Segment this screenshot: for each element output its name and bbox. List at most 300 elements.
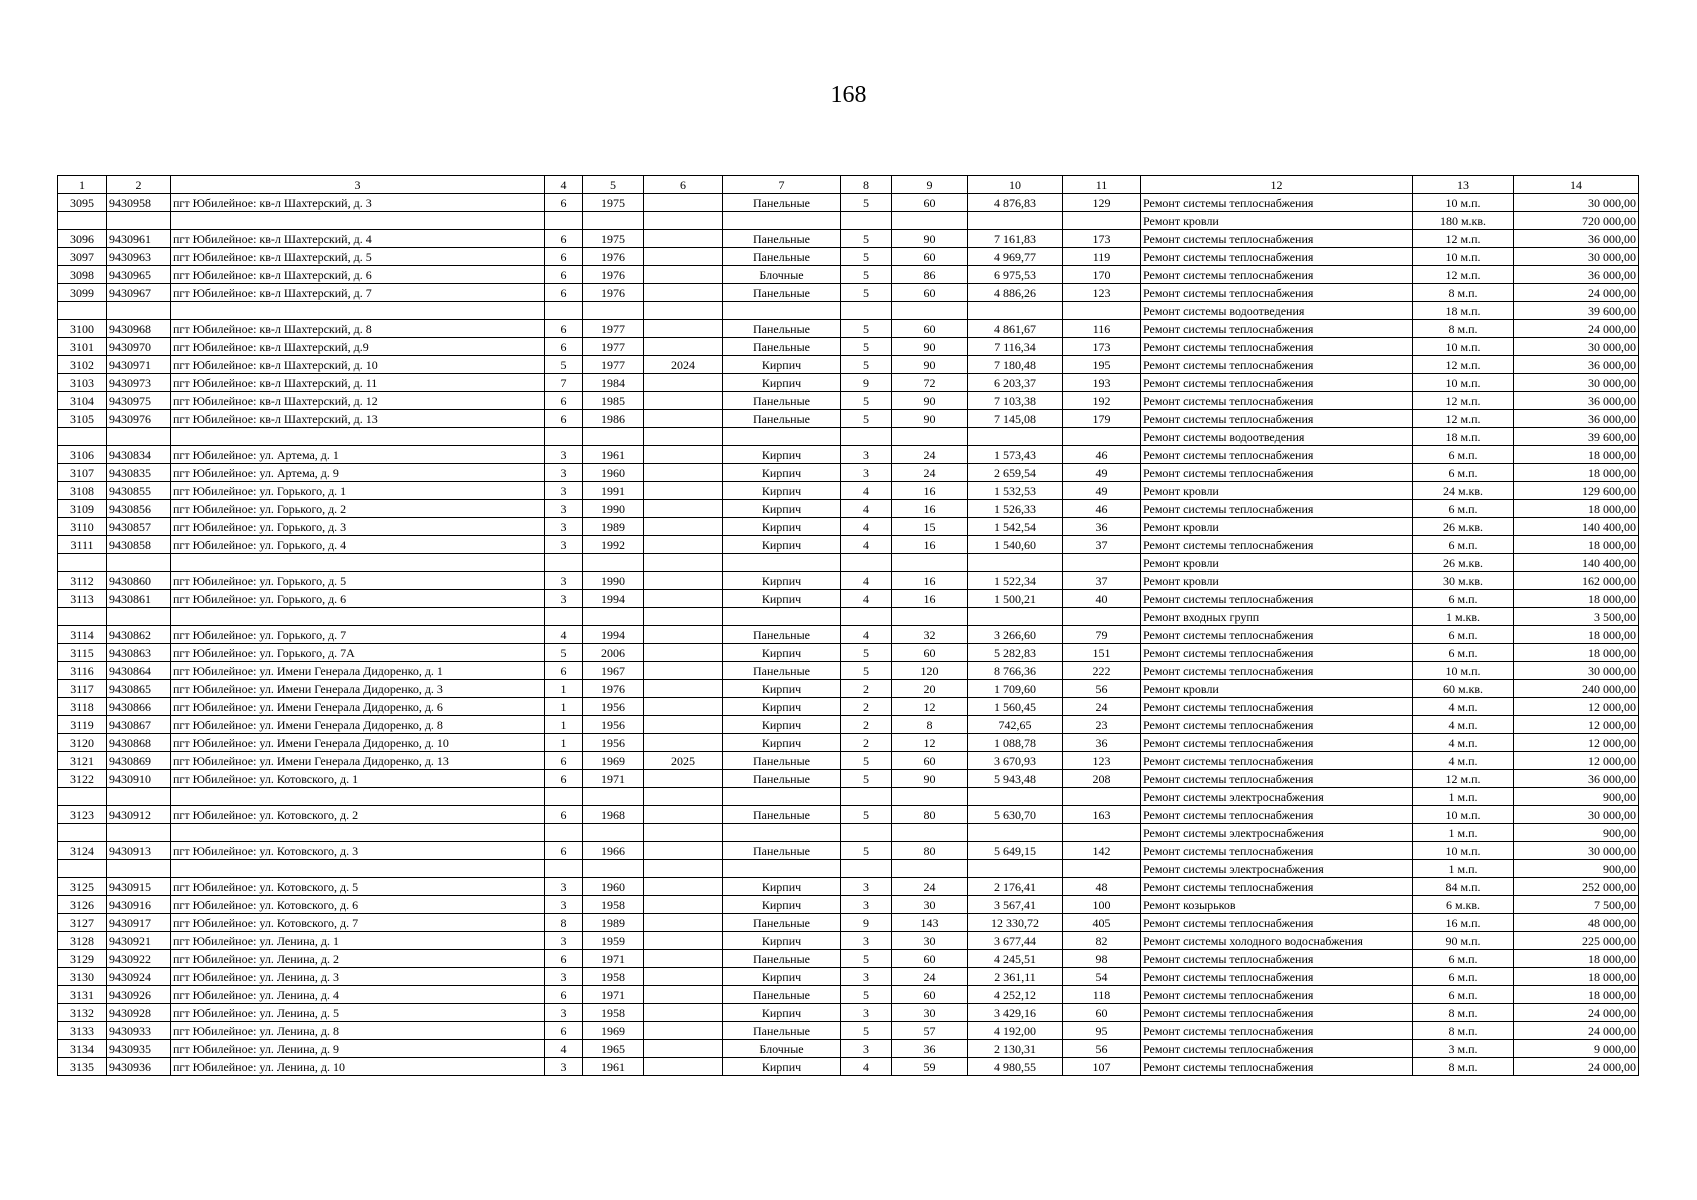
work-name-cell: Ремонт системы теплоснабжения bbox=[1141, 626, 1413, 644]
work-name-cell: Ремонт системы теплоснабжения bbox=[1141, 698, 1413, 716]
residents-cell bbox=[1063, 554, 1141, 572]
work-quantity-cell: 6 м.п. bbox=[1413, 590, 1514, 608]
area-cell: 4 980,55 bbox=[968, 1058, 1063, 1076]
col-6-cell bbox=[644, 626, 723, 644]
apartments-cell bbox=[892, 824, 968, 842]
row-number-cell: 3119 bbox=[58, 716, 107, 734]
area-cell: 1 709,60 bbox=[968, 680, 1063, 698]
work-name-cell: Ремонт системы теплоснабжения bbox=[1141, 284, 1413, 302]
table-row bbox=[58, 680, 1639, 698]
area-cell: 12 330,72 bbox=[968, 914, 1063, 932]
apartments-cell: 143 bbox=[892, 914, 968, 932]
wall-material-cell: Панельные bbox=[723, 410, 841, 428]
work-cost-cell: 18 000,00 bbox=[1514, 590, 1639, 608]
work-quantity-cell: 10 м.п. bbox=[1413, 662, 1514, 680]
work-name-cell: Ремонт системы теплоснабжения bbox=[1141, 374, 1413, 392]
col-4-cell bbox=[545, 608, 583, 626]
col-4-cell: 6 bbox=[545, 392, 583, 410]
wall-material-cell: Кирпич bbox=[723, 500, 841, 518]
address-cell: пгт Юбилейное: ул. Ленина, д. 2 bbox=[171, 950, 545, 968]
table-row bbox=[58, 410, 1639, 428]
wall-material-cell bbox=[723, 428, 841, 446]
row-number-cell: 3115 bbox=[58, 644, 107, 662]
floors-cell: 2 bbox=[841, 680, 892, 698]
table-row bbox=[58, 212, 1639, 230]
col-6-cell bbox=[644, 428, 723, 446]
work-name-cell: Ремонт системы теплоснабжения bbox=[1141, 446, 1413, 464]
residents-cell: 119 bbox=[1063, 248, 1141, 266]
build-year-cell bbox=[583, 428, 644, 446]
house-code-cell: 9430975 bbox=[107, 392, 171, 410]
house-code-cell bbox=[107, 860, 171, 878]
column-header-12: 12 bbox=[1141, 176, 1413, 194]
residents-cell: 48 bbox=[1063, 878, 1141, 896]
address-cell: пгт Юбилейное: ул. Ленина, д. 9 bbox=[171, 1040, 545, 1058]
work-quantity-cell: 10 м.п. bbox=[1413, 194, 1514, 212]
wall-material-cell: Панельные bbox=[723, 284, 841, 302]
residents-cell bbox=[1063, 824, 1141, 842]
wall-material-cell: Кирпич bbox=[723, 374, 841, 392]
work-name-cell: Ремонт системы теплоснабжения bbox=[1141, 1022, 1413, 1040]
work-name-cell: Ремонт системы электроснабжения bbox=[1141, 788, 1413, 806]
work-cost-cell: 12 000,00 bbox=[1514, 716, 1639, 734]
area-cell: 7 116,34 bbox=[968, 338, 1063, 356]
area-cell: 1 088,78 bbox=[968, 734, 1063, 752]
work-quantity-cell: 8 м.п. bbox=[1413, 1004, 1514, 1022]
residents-cell: 100 bbox=[1063, 896, 1141, 914]
build-year-cell: 2006 bbox=[583, 644, 644, 662]
row-number-cell: 3120 bbox=[58, 734, 107, 752]
col-6-cell bbox=[644, 824, 723, 842]
apartments-cell: 60 bbox=[892, 284, 968, 302]
table-row bbox=[58, 914, 1639, 932]
build-year-cell: 1985 bbox=[583, 392, 644, 410]
floors-cell: 5 bbox=[841, 410, 892, 428]
wall-material-cell: Панельные bbox=[723, 230, 841, 248]
work-quantity-cell: 8 м.п. bbox=[1413, 1058, 1514, 1076]
row-number-cell: 3118 bbox=[58, 698, 107, 716]
build-year-cell: 1960 bbox=[583, 464, 644, 482]
floors-cell bbox=[841, 428, 892, 446]
wall-material-cell: Панельные bbox=[723, 806, 841, 824]
build-year-cell: 1961 bbox=[583, 1058, 644, 1076]
residents-cell: 142 bbox=[1063, 842, 1141, 860]
wall-material-cell: Кирпич bbox=[723, 536, 841, 554]
apartments-cell: 60 bbox=[892, 320, 968, 338]
col-6-cell bbox=[644, 554, 723, 572]
wall-material-cell: Кирпич bbox=[723, 878, 841, 896]
row-number-cell bbox=[58, 428, 107, 446]
house-code-cell bbox=[107, 428, 171, 446]
residents-cell bbox=[1063, 608, 1141, 626]
work-quantity-cell: 6 м.п. bbox=[1413, 536, 1514, 554]
floors-cell: 5 bbox=[841, 392, 892, 410]
col-6-cell bbox=[644, 248, 723, 266]
residents-cell: 163 bbox=[1063, 806, 1141, 824]
column-header-4: 4 bbox=[545, 176, 583, 194]
house-code-cell: 9430863 bbox=[107, 644, 171, 662]
apartments-cell: 60 bbox=[892, 752, 968, 770]
row-number-cell: 3121 bbox=[58, 752, 107, 770]
residents-cell: 82 bbox=[1063, 932, 1141, 950]
col-4-cell: 3 bbox=[545, 878, 583, 896]
work-quantity-cell: 6 м.п. bbox=[1413, 644, 1514, 662]
build-year-cell: 1976 bbox=[583, 266, 644, 284]
table-row bbox=[58, 1040, 1639, 1058]
col-4-cell: 6 bbox=[545, 194, 583, 212]
residents-cell: 173 bbox=[1063, 230, 1141, 248]
work-cost-cell: 720 000,00 bbox=[1514, 212, 1639, 230]
table-row bbox=[58, 788, 1639, 806]
house-code-cell: 9430973 bbox=[107, 374, 171, 392]
area-cell bbox=[968, 212, 1063, 230]
work-name-cell: Ремонт системы теплоснабжения bbox=[1141, 1004, 1413, 1022]
col-6-cell bbox=[644, 896, 723, 914]
house-code-cell: 9430936 bbox=[107, 1058, 171, 1076]
work-name-cell: Ремонт системы теплоснабжения bbox=[1141, 716, 1413, 734]
work-cost-cell: 18 000,00 bbox=[1514, 968, 1639, 986]
floors-cell: 5 bbox=[841, 194, 892, 212]
wall-material-cell: Кирпич bbox=[723, 572, 841, 590]
floors-cell: 3 bbox=[841, 932, 892, 950]
col-6-cell bbox=[644, 968, 723, 986]
col-4-cell: 6 bbox=[545, 806, 583, 824]
address-cell: пгт Юбилейное: кв-л Шахтерский, д. 11 bbox=[171, 374, 545, 392]
col-4-cell: 1 bbox=[545, 734, 583, 752]
col-6-cell bbox=[644, 986, 723, 1004]
col-6-cell bbox=[644, 374, 723, 392]
work-quantity-cell: 12 м.п. bbox=[1413, 356, 1514, 374]
floors-cell: 3 bbox=[841, 878, 892, 896]
apartments-cell bbox=[892, 788, 968, 806]
table-row bbox=[58, 626, 1639, 644]
work-cost-cell: 162 000,00 bbox=[1514, 572, 1639, 590]
floors-cell: 5 bbox=[841, 1022, 892, 1040]
floors-cell bbox=[841, 824, 892, 842]
wall-material-cell: Кирпич bbox=[723, 698, 841, 716]
work-cost-cell: 18 000,00 bbox=[1514, 500, 1639, 518]
column-header-11: 11 bbox=[1063, 176, 1141, 194]
work-cost-cell: 36 000,00 bbox=[1514, 410, 1639, 428]
floors-cell: 5 bbox=[841, 842, 892, 860]
table-row bbox=[58, 698, 1639, 716]
col-4-cell: 3 bbox=[545, 446, 583, 464]
col-4-cell: 6 bbox=[545, 230, 583, 248]
address-cell bbox=[171, 212, 545, 230]
build-year-cell: 1994 bbox=[583, 626, 644, 644]
work-cost-cell: 39 600,00 bbox=[1514, 428, 1639, 446]
row-number-cell: 3113 bbox=[58, 590, 107, 608]
col-6-cell bbox=[644, 230, 723, 248]
work-cost-cell: 12 000,00 bbox=[1514, 698, 1639, 716]
address-cell: пгт Юбилейное: ул. Артема, д. 1 bbox=[171, 446, 545, 464]
apartments-cell: 86 bbox=[892, 266, 968, 284]
row-number-cell bbox=[58, 608, 107, 626]
area-cell bbox=[968, 302, 1063, 320]
apartments-cell: 60 bbox=[892, 194, 968, 212]
house-code-cell: 9430856 bbox=[107, 500, 171, 518]
work-name-cell: Ремонт системы теплоснабжения bbox=[1141, 734, 1413, 752]
row-number-cell bbox=[58, 824, 107, 842]
build-year-cell: 1971 bbox=[583, 770, 644, 788]
wall-material-cell: Кирпич bbox=[723, 716, 841, 734]
table-row bbox=[58, 968, 1639, 986]
col-6-cell bbox=[644, 464, 723, 482]
wall-material-cell bbox=[723, 860, 841, 878]
area-cell: 1 542,54 bbox=[968, 518, 1063, 536]
house-code-cell: 9430971 bbox=[107, 356, 171, 374]
table-row bbox=[58, 662, 1639, 680]
work-name-cell: Ремонт входных групп bbox=[1141, 608, 1413, 626]
col-4-cell bbox=[545, 428, 583, 446]
wall-material-cell bbox=[723, 302, 841, 320]
col-4-cell: 1 bbox=[545, 680, 583, 698]
wall-material-cell: Кирпич bbox=[723, 932, 841, 950]
work-name-cell: Ремонт системы теплоснабжения bbox=[1141, 320, 1413, 338]
row-number-cell bbox=[58, 788, 107, 806]
row-number-cell: 3122 bbox=[58, 770, 107, 788]
row-number-cell: 3096 bbox=[58, 230, 107, 248]
house-code-cell: 9430913 bbox=[107, 842, 171, 860]
address-cell: пгт Юбилейное: ул. Ленина, д. 5 bbox=[171, 1004, 545, 1022]
residents-cell: 179 bbox=[1063, 410, 1141, 428]
work-quantity-cell: 8 м.п. bbox=[1413, 284, 1514, 302]
residents-cell: 60 bbox=[1063, 1004, 1141, 1022]
address-cell bbox=[171, 608, 545, 626]
address-cell: пгт Юбилейное: кв-л Шахтерский, д. 10 bbox=[171, 356, 545, 374]
residents-cell: 107 bbox=[1063, 1058, 1141, 1076]
work-name-cell: Ремонт системы водоотведения bbox=[1141, 302, 1413, 320]
house-code-cell: 9430922 bbox=[107, 950, 171, 968]
residents-cell: 123 bbox=[1063, 752, 1141, 770]
address-cell: пгт Юбилейное: ул. Горького, д. 6 bbox=[171, 590, 545, 608]
floors-cell bbox=[841, 860, 892, 878]
col-6-cell bbox=[644, 644, 723, 662]
house-code-cell: 9430976 bbox=[107, 410, 171, 428]
build-year-cell: 1959 bbox=[583, 932, 644, 950]
floors-cell: 2 bbox=[841, 734, 892, 752]
area-cell: 7 103,38 bbox=[968, 392, 1063, 410]
column-header-8: 8 bbox=[841, 176, 892, 194]
col-4-cell: 4 bbox=[545, 626, 583, 644]
work-cost-cell: 30 000,00 bbox=[1514, 338, 1639, 356]
address-cell: пгт Юбилейное: кв-л Шахтерский, д. 12 bbox=[171, 392, 545, 410]
col-4-cell: 6 bbox=[545, 752, 583, 770]
row-number-cell: 3132 bbox=[58, 1004, 107, 1022]
work-quantity-cell: 12 м.п. bbox=[1413, 770, 1514, 788]
apartments-cell: 30 bbox=[892, 932, 968, 950]
col-6-cell bbox=[644, 788, 723, 806]
area-cell bbox=[968, 824, 1063, 842]
build-year-cell bbox=[583, 860, 644, 878]
work-cost-cell: 225 000,00 bbox=[1514, 932, 1639, 950]
residents-cell: 98 bbox=[1063, 950, 1141, 968]
column-header-10: 10 bbox=[968, 176, 1063, 194]
apartments-cell: 30 bbox=[892, 1004, 968, 1022]
house-code-cell: 9430924 bbox=[107, 968, 171, 986]
work-cost-cell: 36 000,00 bbox=[1514, 266, 1639, 284]
col-6-cell bbox=[644, 284, 723, 302]
residents-cell: 56 bbox=[1063, 680, 1141, 698]
table-row bbox=[58, 932, 1639, 950]
column-header-9: 9 bbox=[892, 176, 968, 194]
work-cost-cell: 30 000,00 bbox=[1514, 842, 1639, 860]
residents-cell: 46 bbox=[1063, 446, 1141, 464]
work-cost-cell: 129 600,00 bbox=[1514, 482, 1639, 500]
address-cell bbox=[171, 554, 545, 572]
area-cell: 4 245,51 bbox=[968, 950, 1063, 968]
house-code-cell: 9430958 bbox=[107, 194, 171, 212]
address-cell: пгт Юбилейное: кв-л Шахтерский, д. 8 bbox=[171, 320, 545, 338]
row-number-cell bbox=[58, 212, 107, 230]
house-code-cell: 9430862 bbox=[107, 626, 171, 644]
address-cell bbox=[171, 302, 545, 320]
col-6-cell: 2024 bbox=[644, 356, 723, 374]
col-6-cell bbox=[644, 500, 723, 518]
work-cost-cell: 7 500,00 bbox=[1514, 896, 1639, 914]
wall-material-cell: Панельные bbox=[723, 914, 841, 932]
col-6-cell bbox=[644, 806, 723, 824]
wall-material-cell bbox=[723, 554, 841, 572]
apartments-cell: 57 bbox=[892, 1022, 968, 1040]
residents-cell: 54 bbox=[1063, 968, 1141, 986]
area-cell: 2 361,11 bbox=[968, 968, 1063, 986]
apartments-cell: 12 bbox=[892, 698, 968, 716]
wall-material-cell: Панельные bbox=[723, 392, 841, 410]
work-quantity-cell: 18 м.п. bbox=[1413, 302, 1514, 320]
area-cell: 2 176,41 bbox=[968, 878, 1063, 896]
wall-material-cell: Панельные bbox=[723, 662, 841, 680]
work-name-cell: Ремонт системы теплоснабжения bbox=[1141, 464, 1413, 482]
col-4-cell: 3 bbox=[545, 464, 583, 482]
floors-cell: 3 bbox=[841, 1004, 892, 1022]
house-code-cell: 9430933 bbox=[107, 1022, 171, 1040]
apartments-cell: 60 bbox=[892, 950, 968, 968]
area-cell: 2 130,31 bbox=[968, 1040, 1063, 1058]
work-cost-cell: 900,00 bbox=[1514, 824, 1639, 842]
row-number-cell: 3131 bbox=[58, 986, 107, 1004]
house-code-cell: 9430961 bbox=[107, 230, 171, 248]
table-row bbox=[58, 1004, 1639, 1022]
address-cell bbox=[171, 824, 545, 842]
apartments-cell: 12 bbox=[892, 734, 968, 752]
column-header-6: 6 bbox=[644, 176, 723, 194]
build-year-cell: 1958 bbox=[583, 896, 644, 914]
address-cell: пгт Юбилейное: кв-л Шахтерский, д. 7 bbox=[171, 284, 545, 302]
build-year-cell bbox=[583, 302, 644, 320]
work-cost-cell: 30 000,00 bbox=[1514, 806, 1639, 824]
floors-cell: 4 bbox=[841, 536, 892, 554]
wall-material-cell: Панельные bbox=[723, 194, 841, 212]
table-row bbox=[58, 302, 1639, 320]
table-row bbox=[58, 824, 1639, 842]
row-number-cell: 3110 bbox=[58, 518, 107, 536]
work-name-cell: Ремонт системы теплоснабжения bbox=[1141, 194, 1413, 212]
build-year-cell: 1958 bbox=[583, 1004, 644, 1022]
address-cell: пгт Юбилейное: ул. Ленина, д. 4 bbox=[171, 986, 545, 1004]
work-cost-cell: 18 000,00 bbox=[1514, 626, 1639, 644]
build-year-cell: 1968 bbox=[583, 806, 644, 824]
wall-material-cell: Панельные bbox=[723, 752, 841, 770]
column-header-3: 3 bbox=[171, 176, 545, 194]
area-cell bbox=[968, 428, 1063, 446]
table-row bbox=[58, 590, 1639, 608]
work-quantity-cell: 90 м.п. bbox=[1413, 932, 1514, 950]
wall-material-cell bbox=[723, 824, 841, 842]
work-quantity-cell: 26 м.кв. bbox=[1413, 554, 1514, 572]
floors-cell bbox=[841, 608, 892, 626]
work-quantity-cell: 4 м.п. bbox=[1413, 734, 1514, 752]
apartments-cell: 30 bbox=[892, 896, 968, 914]
address-cell: пгт Юбилейное: ул. Котовского, д. 2 bbox=[171, 806, 545, 824]
work-quantity-cell: 6 м.п. bbox=[1413, 626, 1514, 644]
address-cell: пгт Юбилейное: ул. Имени Генерала Дидоренко, д. 13 bbox=[171, 752, 545, 770]
work-quantity-cell: 1 м.кв. bbox=[1413, 608, 1514, 626]
residents-cell: 192 bbox=[1063, 392, 1141, 410]
work-name-cell: Ремонт системы теплоснабжения bbox=[1141, 338, 1413, 356]
area-cell: 1 573,43 bbox=[968, 446, 1063, 464]
apartments-cell: 90 bbox=[892, 410, 968, 428]
area-cell: 3 670,93 bbox=[968, 752, 1063, 770]
house-code-cell bbox=[107, 608, 171, 626]
address-cell: пгт Юбилейное: ул. Горького, д. 2 bbox=[171, 500, 545, 518]
wall-material-cell bbox=[723, 788, 841, 806]
floors-cell: 3 bbox=[841, 1040, 892, 1058]
col-6-cell bbox=[644, 410, 723, 428]
col-4-cell: 3 bbox=[545, 1058, 583, 1076]
work-quantity-cell: 12 м.п. bbox=[1413, 392, 1514, 410]
build-year-cell: 1991 bbox=[583, 482, 644, 500]
work-cost-cell: 24 000,00 bbox=[1514, 284, 1639, 302]
build-year-cell: 1992 bbox=[583, 536, 644, 554]
apartments-cell: 16 bbox=[892, 500, 968, 518]
house-code-cell: 9430866 bbox=[107, 698, 171, 716]
apartments-cell: 60 bbox=[892, 986, 968, 1004]
col-4-cell: 3 bbox=[545, 932, 583, 950]
area-cell bbox=[968, 860, 1063, 878]
house-code-cell: 9430857 bbox=[107, 518, 171, 536]
address-cell bbox=[171, 428, 545, 446]
table-row bbox=[58, 806, 1639, 824]
house-code-cell bbox=[107, 212, 171, 230]
col-4-cell: 6 bbox=[545, 986, 583, 1004]
work-name-cell: Ремонт системы холодного водоснабжения bbox=[1141, 932, 1413, 950]
address-cell: пгт Юбилейное: ул. Горького, д. 1 bbox=[171, 482, 545, 500]
build-year-cell bbox=[583, 608, 644, 626]
row-number-cell: 3111 bbox=[58, 536, 107, 554]
residents-cell: 173 bbox=[1063, 338, 1141, 356]
col-4-cell: 6 bbox=[545, 410, 583, 428]
col-6-cell bbox=[644, 1022, 723, 1040]
wall-material-cell: Кирпич bbox=[723, 446, 841, 464]
work-name-cell: Ремонт системы электроснабжения bbox=[1141, 860, 1413, 878]
area-cell: 3 266,60 bbox=[968, 626, 1063, 644]
apartments-cell bbox=[892, 608, 968, 626]
work-cost-cell: 9 000,00 bbox=[1514, 1040, 1639, 1058]
work-cost-cell: 240 000,00 bbox=[1514, 680, 1639, 698]
work-name-cell: Ремонт кровли bbox=[1141, 518, 1413, 536]
col-6-cell bbox=[644, 266, 723, 284]
house-code-cell: 9430834 bbox=[107, 446, 171, 464]
wall-material-cell: Кирпич bbox=[723, 482, 841, 500]
col-4-cell bbox=[545, 824, 583, 842]
address-cell: пгт Юбилейное: ул. Имени Генерала Дидоренко, д. 8 bbox=[171, 716, 545, 734]
work-cost-cell: 36 000,00 bbox=[1514, 392, 1639, 410]
table-row bbox=[58, 374, 1639, 392]
work-cost-cell: 252 000,00 bbox=[1514, 878, 1639, 896]
build-year-cell: 1976 bbox=[583, 248, 644, 266]
floors-cell: 3 bbox=[841, 464, 892, 482]
